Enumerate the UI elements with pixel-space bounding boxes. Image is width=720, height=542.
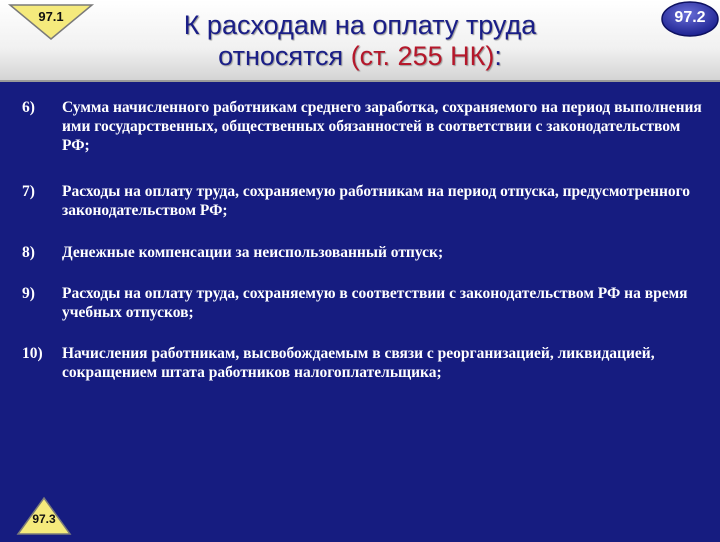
list-item-number: 10) xyxy=(22,345,43,362)
prev-slide-button[interactable] xyxy=(6,2,96,42)
list-item-number: 6) xyxy=(22,99,35,116)
title-colon: : xyxy=(494,41,502,71)
list-item-number: 7) xyxy=(22,183,35,200)
list-item xyxy=(22,344,702,382)
list-item-text: Сумма начисленного работникам среднего заработка, сохраняемого на период выполнения ими государственных, общественных обязанностей в соответствии с законодательством РФ; xyxy=(62,99,702,154)
title-line-2 xyxy=(100,41,620,72)
title-text: относятся xyxy=(218,41,351,71)
list-item xyxy=(22,284,702,322)
next-slide-button[interactable] xyxy=(660,0,720,38)
list-item xyxy=(22,98,702,155)
title-article-ref: (ст. 255 НК) xyxy=(350,41,495,71)
list-item-number: 8) xyxy=(22,244,35,261)
prev-slide-label: 97.1 xyxy=(38,9,64,24)
list-item xyxy=(22,243,702,262)
expense-list xyxy=(22,98,702,382)
list-item-text: Расходы на оплату труда, сохраняемую в соответствии с законодательством РФ на время учебных отпусков; xyxy=(62,285,688,321)
list-item-text: Денежные компенсации за неиспользованный отпуск; xyxy=(62,244,444,261)
list-item-text: Расходы на оплату труда, сохраняемую работникам на период отпуска, предусмотренного законодательством РФ; xyxy=(62,183,691,219)
slide-title xyxy=(100,10,620,72)
title-line-1: К расходам на оплату труда xyxy=(183,10,537,40)
list-item xyxy=(22,182,702,220)
down-slide-button[interactable] xyxy=(15,495,73,537)
list-item-number: 9) xyxy=(22,285,35,302)
next-slide-label: 97.2 xyxy=(674,9,706,26)
down-slide-label: 97.3 xyxy=(32,512,56,526)
slide-header xyxy=(0,0,720,82)
list-item-text: Начисления работникам, высвобождаемым в связи с реорганизацией, ликвидацией, сокращением штата работников налогоплательщика; xyxy=(62,345,655,381)
